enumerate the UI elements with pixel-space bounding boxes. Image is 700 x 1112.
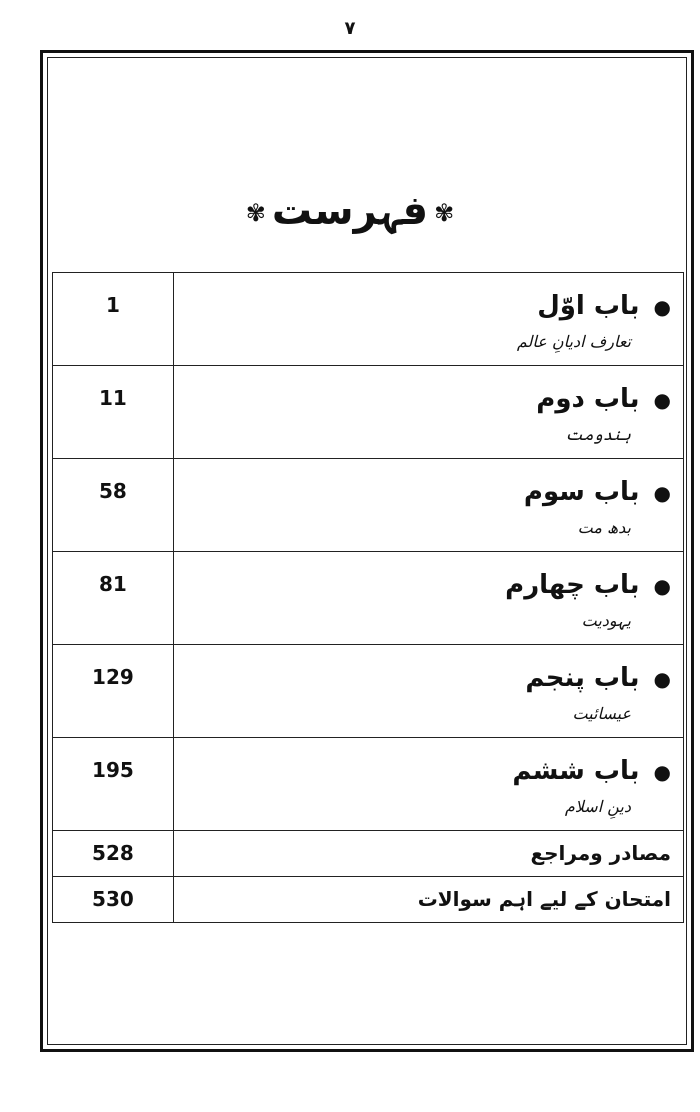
chapter-subtitle: ہندومت — [565, 425, 631, 444]
toc-row-chapter-1 — [53, 273, 684, 366]
toc-page-cell — [53, 738, 174, 831]
toc-page-cell — [53, 645, 174, 738]
toc-title-cell — [173, 738, 683, 831]
toc-row-chapter-4 — [53, 552, 684, 645]
page-number: ۷ — [344, 18, 356, 39]
toc-page-cell — [53, 459, 174, 552]
page-title — [0, 188, 700, 234]
bullet-icon: ● — [653, 667, 671, 691]
toc-title-cell — [173, 366, 683, 459]
toc-page-cell — [53, 831, 174, 877]
toc-page-cell — [53, 877, 174, 923]
bullet-icon: ● — [653, 481, 671, 505]
chapter-subtitle: دینِ اسلام — [564, 797, 631, 816]
chapter-subtitle: یہودیت — [581, 611, 631, 630]
toc-title-cell — [173, 645, 683, 738]
ornament-left-icon: ✾ — [245, 199, 266, 227]
toc-row-chapter-2 — [53, 366, 684, 459]
page-ref: 81 — [99, 572, 127, 596]
page-title-text: فہرست — [271, 188, 429, 234]
chapter-heading: باب چھارم — [505, 570, 640, 600]
page-ref: 195 — [92, 758, 134, 782]
chapter-subtitle: عیسائیت — [572, 704, 631, 723]
entry-title: مصادر ومراجع — [530, 841, 671, 865]
toc-row-chapter-5 — [53, 645, 684, 738]
toc-title-cell — [173, 459, 683, 552]
bullet-icon: ● — [653, 574, 671, 598]
chapter-heading: باب اوّل — [537, 291, 640, 321]
bullet-icon: ● — [653, 388, 671, 412]
toc-page-cell — [53, 552, 174, 645]
bullet-icon: ● — [653, 760, 671, 784]
chapter-heading: باب پنجم — [525, 663, 640, 693]
page-ref: 129 — [92, 665, 134, 689]
page-ref: 530 — [92, 887, 134, 911]
page-ref: 11 — [99, 386, 127, 410]
toc-row-references — [53, 831, 684, 877]
chapter-heading: باب سوم — [523, 477, 640, 507]
toc-title-cell — [173, 877, 683, 923]
toc-row-chapter-6 — [53, 738, 684, 831]
toc-row-exam-questions — [53, 877, 684, 923]
chapter-subtitle: تعارف ادیانِ عالم — [516, 332, 631, 351]
page-ref: 528 — [92, 841, 134, 865]
table-of-contents — [52, 272, 684, 923]
chapter-subtitle: بدھ مت — [577, 518, 631, 537]
toc-page-cell — [53, 273, 174, 366]
page-ref: 58 — [99, 479, 127, 503]
toc-title-cell — [173, 552, 683, 645]
chapter-heading: باب ششم — [512, 756, 640, 786]
toc-title-cell — [173, 273, 683, 366]
bullet-icon: ● — [653, 295, 671, 319]
entry-title: امتحان کے لیے اہم سوالات — [417, 887, 671, 911]
chapter-heading: باب دوم — [536, 384, 640, 414]
page-ref: 1 — [105, 293, 120, 317]
toc-page-cell — [53, 366, 174, 459]
toc-row-chapter-3 — [53, 459, 684, 552]
toc-title-cell — [173, 831, 683, 877]
ornament-right-icon: ✾ — [434, 199, 455, 227]
